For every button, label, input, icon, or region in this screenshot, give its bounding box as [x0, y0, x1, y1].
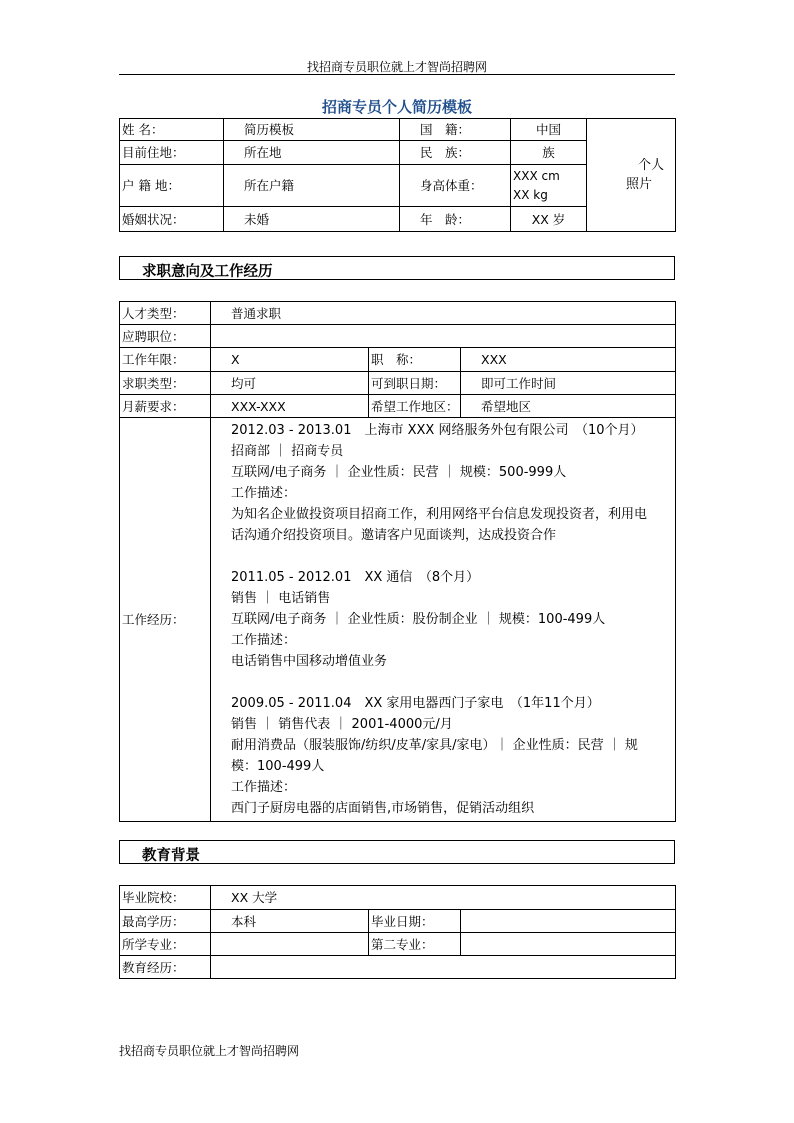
name-label: 姓 名：: [120, 119, 224, 141]
experience-line: 2011.05 - 2012.01 XX 通信 （8个月）: [231, 570, 480, 585]
photo-line-1: 个人: [637, 157, 664, 173]
talent-type-value: 普通求职: [211, 302, 676, 325]
experience-line: 销售 ｜ 销售代表 ｜ 2001-4000元/月: [231, 717, 453, 732]
experience-line: 耐用消费品（服装服饰/纺织/皮革/家具/家电）｜ 企业性质：民营 ｜ 规: [231, 738, 638, 753]
education-table: [119, 885, 676, 979]
ethnicity-value: 族: [511, 141, 587, 165]
experience-line: 工作描述：: [231, 486, 297, 501]
job-type-value: 均可: [211, 372, 369, 395]
edu-history-value: [211, 956, 676, 979]
height-weight-label: 身高体重：: [400, 165, 511, 207]
years-label: 工作年限：: [120, 348, 211, 372]
photo-placeholder: [587, 119, 676, 232]
experience-line: 互联网/电子商务 ｜ 企业性质：股份制企业 ｜ 规模：100-499人: [231, 612, 606, 627]
nationality-value: 中国: [511, 119, 587, 141]
experience-line: 互联网/电子商务 ｜ 企业性质：民营 ｜ 规模：500-999人: [231, 465, 567, 480]
experience-line: 销售 ｜ 电话销售: [231, 591, 331, 606]
ethnicity-label: 民 族：: [400, 141, 511, 165]
salary-label: 月薪要求：: [120, 395, 211, 418]
degree-value: 本科: [211, 910, 369, 933]
personal-info-table: [119, 118, 676, 232]
section-header-education: [119, 840, 675, 864]
experience-line: [231, 672, 669, 693]
hukou-label: 户 籍 地：: [120, 165, 224, 207]
start-date-label: 可到职日期：: [369, 372, 461, 395]
years-value: X: [211, 348, 369, 372]
page-header: 找招商专员职位就上才智尚招聘网: [306, 60, 487, 74]
degree-label: 最高学历：: [120, 910, 211, 933]
intention-table: [119, 301, 676, 822]
page-footer: 找招商专员职位就上才智尚招聘网: [119, 1044, 300, 1058]
edu-history-label: 教育经历：: [120, 956, 211, 979]
header-rule: [119, 74, 675, 75]
experience-line: 2009.05 - 2011.04 XX 家用电器西门子家电 （1年11个月）: [231, 696, 600, 711]
nationality-label: 国 籍：: [400, 119, 511, 141]
experience-label: 工作经历：: [120, 418, 211, 822]
major-label: 所学专业：: [120, 933, 211, 956]
marital-label: 婚姻状况：: [120, 207, 224, 232]
location-label: 希望工作地区：: [369, 395, 461, 418]
marital-value: 未婚: [224, 207, 400, 232]
section-title-intention: 求职意向及工作经历: [142, 264, 273, 280]
name-value: 简历模板: [224, 119, 400, 141]
salary-value: XXX-XXX: [211, 395, 369, 418]
job-type-label: 求职类型：: [120, 372, 211, 395]
age-label: 年 龄：: [400, 207, 511, 232]
hukou-value: 所在户籍: [224, 165, 400, 207]
position-label: 应聘职位：: [120, 325, 211, 348]
experience-line: 模：100-499人: [231, 759, 325, 774]
grad-date-label: 毕业日期：: [369, 910, 461, 933]
grad-date-value: [461, 910, 676, 933]
residence-label: 目前住地：: [120, 141, 224, 165]
experience-line: 电话销售中国移动增值业务: [231, 654, 388, 669]
job-title-value: XXX: [461, 348, 676, 372]
experience-line: 西门子厨房电器的店面销售,市场销售，促销活动组织: [231, 801, 535, 816]
photo-line-2: 照片: [625, 177, 652, 192]
school-label: 毕业院校：: [120, 886, 211, 910]
section-header-intention: [119, 256, 675, 280]
school-value: XX 大学: [211, 886, 676, 910]
start-date-value: 即可工作时间: [461, 372, 676, 395]
residence-value: 所在地: [224, 141, 400, 165]
second-major-label: 第二专业：: [369, 933, 461, 956]
location-value: 希望地区: [461, 395, 676, 418]
height-value: XXX cm: [513, 168, 560, 183]
experience-line: 工作描述：: [231, 780, 297, 795]
document-title: 招商专员个人简历模板: [321, 98, 472, 116]
second-major-value: [461, 933, 676, 956]
section-title-education: 教育背景: [142, 848, 200, 864]
experience-line: [231, 546, 669, 567]
height-weight-value: [511, 165, 587, 207]
experience-line: 话沟通介绍投资项目。邀请客户见面谈判，达成投资合作: [231, 528, 557, 543]
experience-line: 2012.03 - 2013.01 上海市 XXX 网络服务外包有限公司 （10个月）: [231, 423, 644, 438]
experience-content: [211, 418, 676, 822]
position-value: [211, 325, 676, 348]
experience-line: 工作描述：: [231, 633, 297, 648]
age-value: XX 岁: [511, 207, 587, 232]
experience-line: 为知名企业做投资项目招商工作，利用网络平台信息发现投资者，利用电: [231, 507, 648, 522]
weight-value: XX kg: [513, 187, 548, 202]
major-value: [211, 933, 369, 956]
job-title-label: 职 称：: [369, 348, 461, 372]
experience-line: 招商部 ｜ 招商专员: [231, 444, 344, 459]
talent-type-label: 人才类型：: [120, 302, 211, 325]
